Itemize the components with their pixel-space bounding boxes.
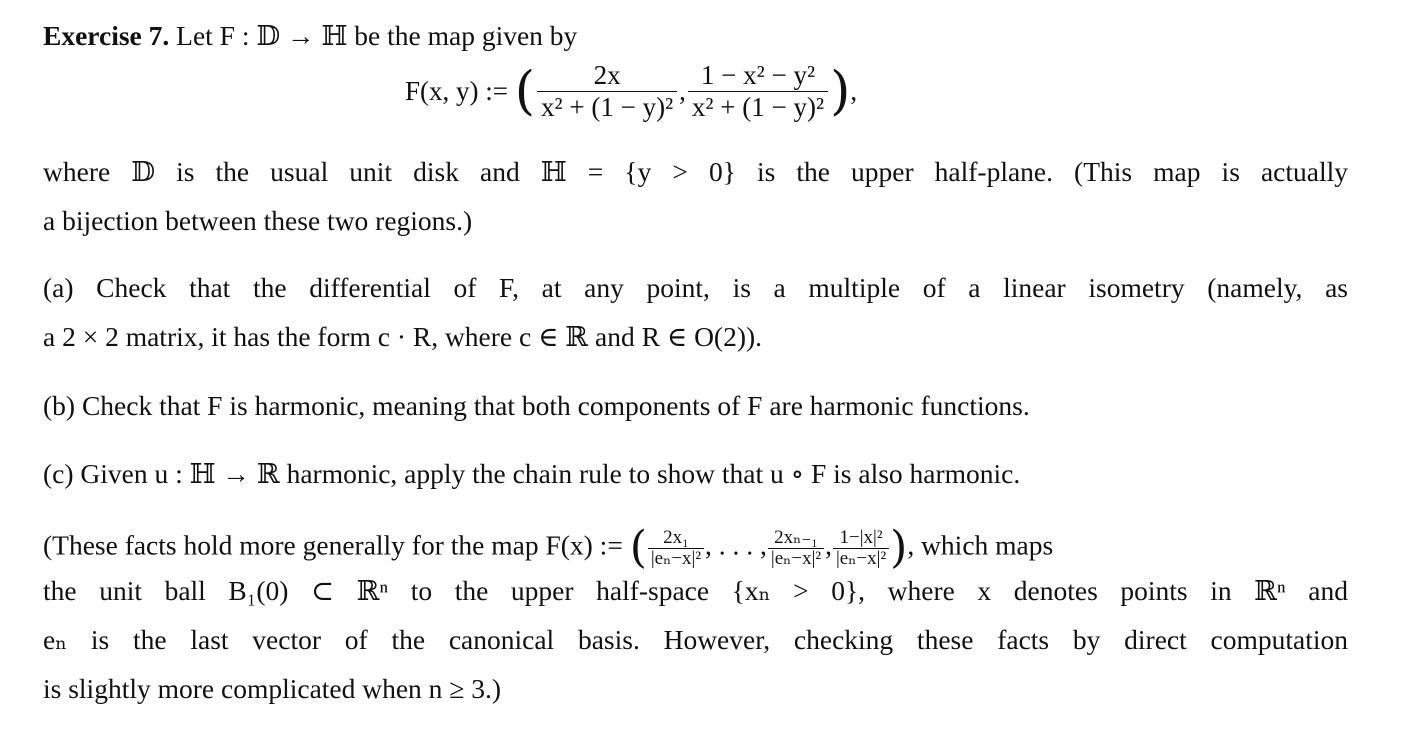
note-close-paren: ) — [890, 522, 908, 573]
close-paren: ) — [830, 61, 851, 122]
exercise-intro: Let F : 𝔻 → ℍ be the map given by — [176, 20, 578, 51]
part-a-line2: a 2 × 2 matrix, it has the form c · R, where c ∈ ℝ and R ∈ O(2)). — [43, 321, 763, 352]
fraction-1-denominator: x² + (1 − y)² — [537, 91, 677, 123]
formula-fraction-1 — [537, 60, 677, 123]
note-open-paren: ( — [629, 522, 647, 573]
fraction-1-numerator: 2x — [593, 60, 621, 90]
part-a-line1: (a) Check that the differential of F, at any point, is a multiple of a linear isometry (namely, as — [43, 272, 1348, 303]
fraction-2-denominator: x² + (1 − y)² — [688, 91, 828, 123]
note-line1-post: , which maps — [907, 529, 1054, 561]
note-line4: is slightly more complicated when n ≥ 3.) — [43, 673, 502, 704]
exercise-label: Exercise 7. — [43, 20, 170, 51]
formula-fraction-2 — [688, 60, 828, 123]
note-fraction-1 — [648, 528, 704, 569]
para1-line1: where 𝔻 is the usual unit disk and ℍ = {y > 0} is the upper half-plane. (This map is actually — [43, 156, 1348, 187]
note-fraction-2-denominator: |eₙ−x|² — [768, 548, 824, 569]
exercise-heading-line — [43, 18, 1348, 54]
formula-lhs: F(x, y) := — [405, 76, 508, 106]
formula-tail: , — [850, 76, 858, 106]
note-dots: , . . . , — [705, 529, 767, 561]
note-fraction-1-numerator: 2x₁ — [663, 526, 689, 548]
note-comma: , — [825, 529, 832, 561]
open-paren: ( — [514, 61, 536, 122]
note-fraction-2-numerator: 2xₙ₋₁ — [774, 526, 818, 548]
note-fraction-3-denominator: |eₙ−x|² — [833, 548, 889, 569]
para1-line2: a bijection between these two regions.) — [43, 205, 473, 236]
comma-separator: , — [679, 76, 686, 106]
fraction-2-numerator: 1 − x² − y² — [700, 60, 816, 90]
note-line3: eₙ is the last vector of the canonical basis. However, checking these facts by direct computation — [43, 624, 1348, 655]
note-line1-pre: (These facts hold more generally for the map F(x) := — [43, 529, 623, 561]
note-fraction-3-numerator: 1−|x|² — [839, 526, 883, 548]
note-fraction-3 — [833, 528, 889, 569]
note-fraction-1-denominator: |eₙ−x|² — [648, 548, 704, 569]
display-formula — [405, 60, 857, 160]
note-fraction-2 — [768, 528, 824, 569]
note-line2: the unit ball B₁(0) ⊂ ℝⁿ to the upper half-space {xₙ > 0}, where x denotes points in ℝⁿ and — [43, 575, 1348, 606]
part-c: (c) Given u : ℍ → ℝ harmonic, apply the chain rule to show that u ∘ F is also harmonic. — [43, 458, 1021, 489]
part-b: (b) Check that F is harmonic, meaning that both components of F are harmonic functions. — [43, 390, 1030, 421]
note-line1 — [43, 522, 1348, 574]
